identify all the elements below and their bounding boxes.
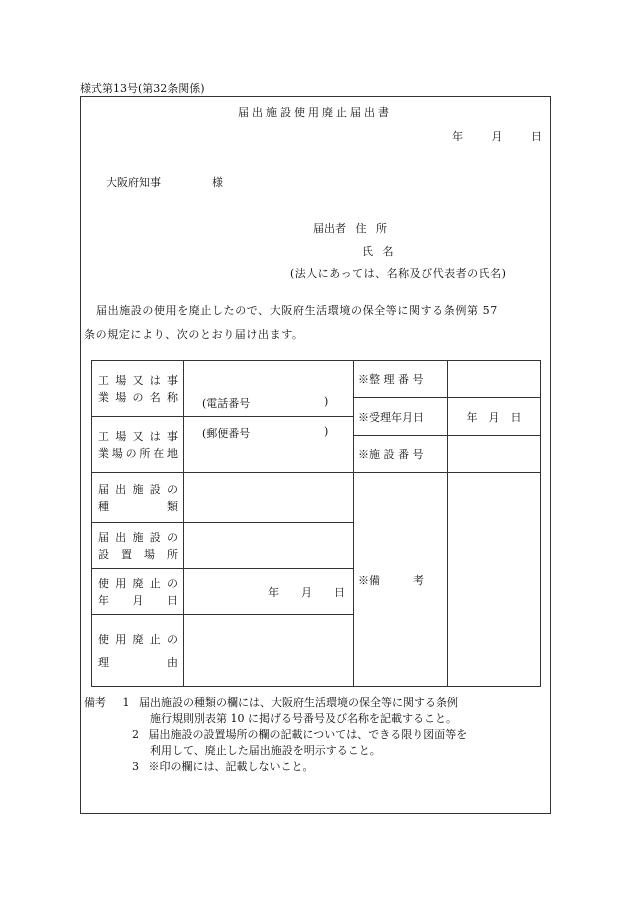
shisetsu-number-field[interactable] xyxy=(448,436,541,473)
abolish-date-label: 使 用 廃 止 の 年 月 日 xyxy=(92,569,184,615)
intro-text-line2: 条の規定により、次のとおり届け出ます。 xyxy=(84,328,304,341)
biko-label: ※備 考 xyxy=(354,473,448,687)
addressee: 大阪府知事 xyxy=(106,176,161,189)
biko-field[interactable] xyxy=(448,473,541,687)
reporter-corporate-note: (法人にあっては、名称及び代表者の氏名) xyxy=(290,267,507,280)
remark-2-line1: 届出施設の設置場所の欄の記載については、できる限り図面等を xyxy=(148,728,468,741)
abolish-reason-field[interactable] xyxy=(184,615,354,687)
shisetsu-number-label: ※施 設 番 号 xyxy=(354,436,448,473)
date-day-label: 日 xyxy=(531,130,542,143)
factory-name-field[interactable] xyxy=(184,361,354,417)
remarks-section: 備考 1 届出施設の種類の欄には、大阪府生活環境の保全等に関する条例 施行規則別表第 10 に掲げる号番号及び名称を記載すること。 2 届出施設の設置場所の欄の記載については、できる限り図面等を 利用して、廃止した届出施設を明示すること。 3 ※印の欄には、記載しないこと。 xyxy=(84,696,468,773)
facility-type-label: 届 出 施 設 の 種 類 xyxy=(92,473,184,523)
date-month-label: 月 xyxy=(491,130,503,143)
factory-location-label: 工 場 又 は 事 業場の所在地 xyxy=(92,417,184,473)
postal-label: (郵便番号 xyxy=(202,427,251,440)
factory-location-field[interactable] xyxy=(184,417,354,473)
phone-close: ) xyxy=(324,395,329,408)
remark-2-line2: 利用して、廃止した届出施設を明示すること。 xyxy=(150,744,381,757)
seiri-number-label: ※整 理 番 号 xyxy=(354,361,448,398)
abolish-reason-label: 使 用 廃 止 の 理 由 xyxy=(92,615,184,687)
juri-date-label: ※受理年月日 xyxy=(354,398,448,436)
remark-1-line1: 届出施設の種類の欄には、大阪府生活環境の保全等に関する条例 xyxy=(139,696,458,709)
juri-date-field[interactable]: 年 月 日 xyxy=(448,398,541,436)
seiri-number-field[interactable] xyxy=(448,361,541,398)
date-year-label: 年 xyxy=(452,130,463,143)
intro-text-line1: 届出施設の使用を廃止したので、大阪府生活環境の保全等に関する条例第 57 xyxy=(96,304,498,317)
form-number: 様式第13号(第32条関係) xyxy=(80,82,205,95)
phone-label: (電話番号 xyxy=(202,397,251,410)
form-title: 届出施設使用廃止届出書 xyxy=(238,106,392,119)
postal-close: ) xyxy=(324,425,329,438)
facility-place-label: 届 出 施 設 の 設 置 場 所 xyxy=(92,523,184,569)
honorific: 様 xyxy=(212,176,223,189)
reporter-name-label: 氏 名 xyxy=(362,245,394,258)
submission-date xyxy=(452,128,542,144)
report-table xyxy=(91,360,541,687)
abolish-date-field[interactable]: 年 月 日 xyxy=(184,569,354,615)
facility-type-field[interactable] xyxy=(184,473,354,523)
remark-1-line2: 施行規則別表第 10 に掲げる号番号及び名称を記載すること。 xyxy=(150,712,457,725)
facility-place-field[interactable] xyxy=(184,523,354,569)
reporter-address-label: 届出者 住 所 xyxy=(313,222,387,235)
remark-3-line1: ※印の欄には、記載しないこと。 xyxy=(148,760,314,773)
remarks-label: 備考 xyxy=(84,696,106,709)
factory-name-label: 工 場 又 は 事 業 場 の 名 称 xyxy=(92,361,184,417)
